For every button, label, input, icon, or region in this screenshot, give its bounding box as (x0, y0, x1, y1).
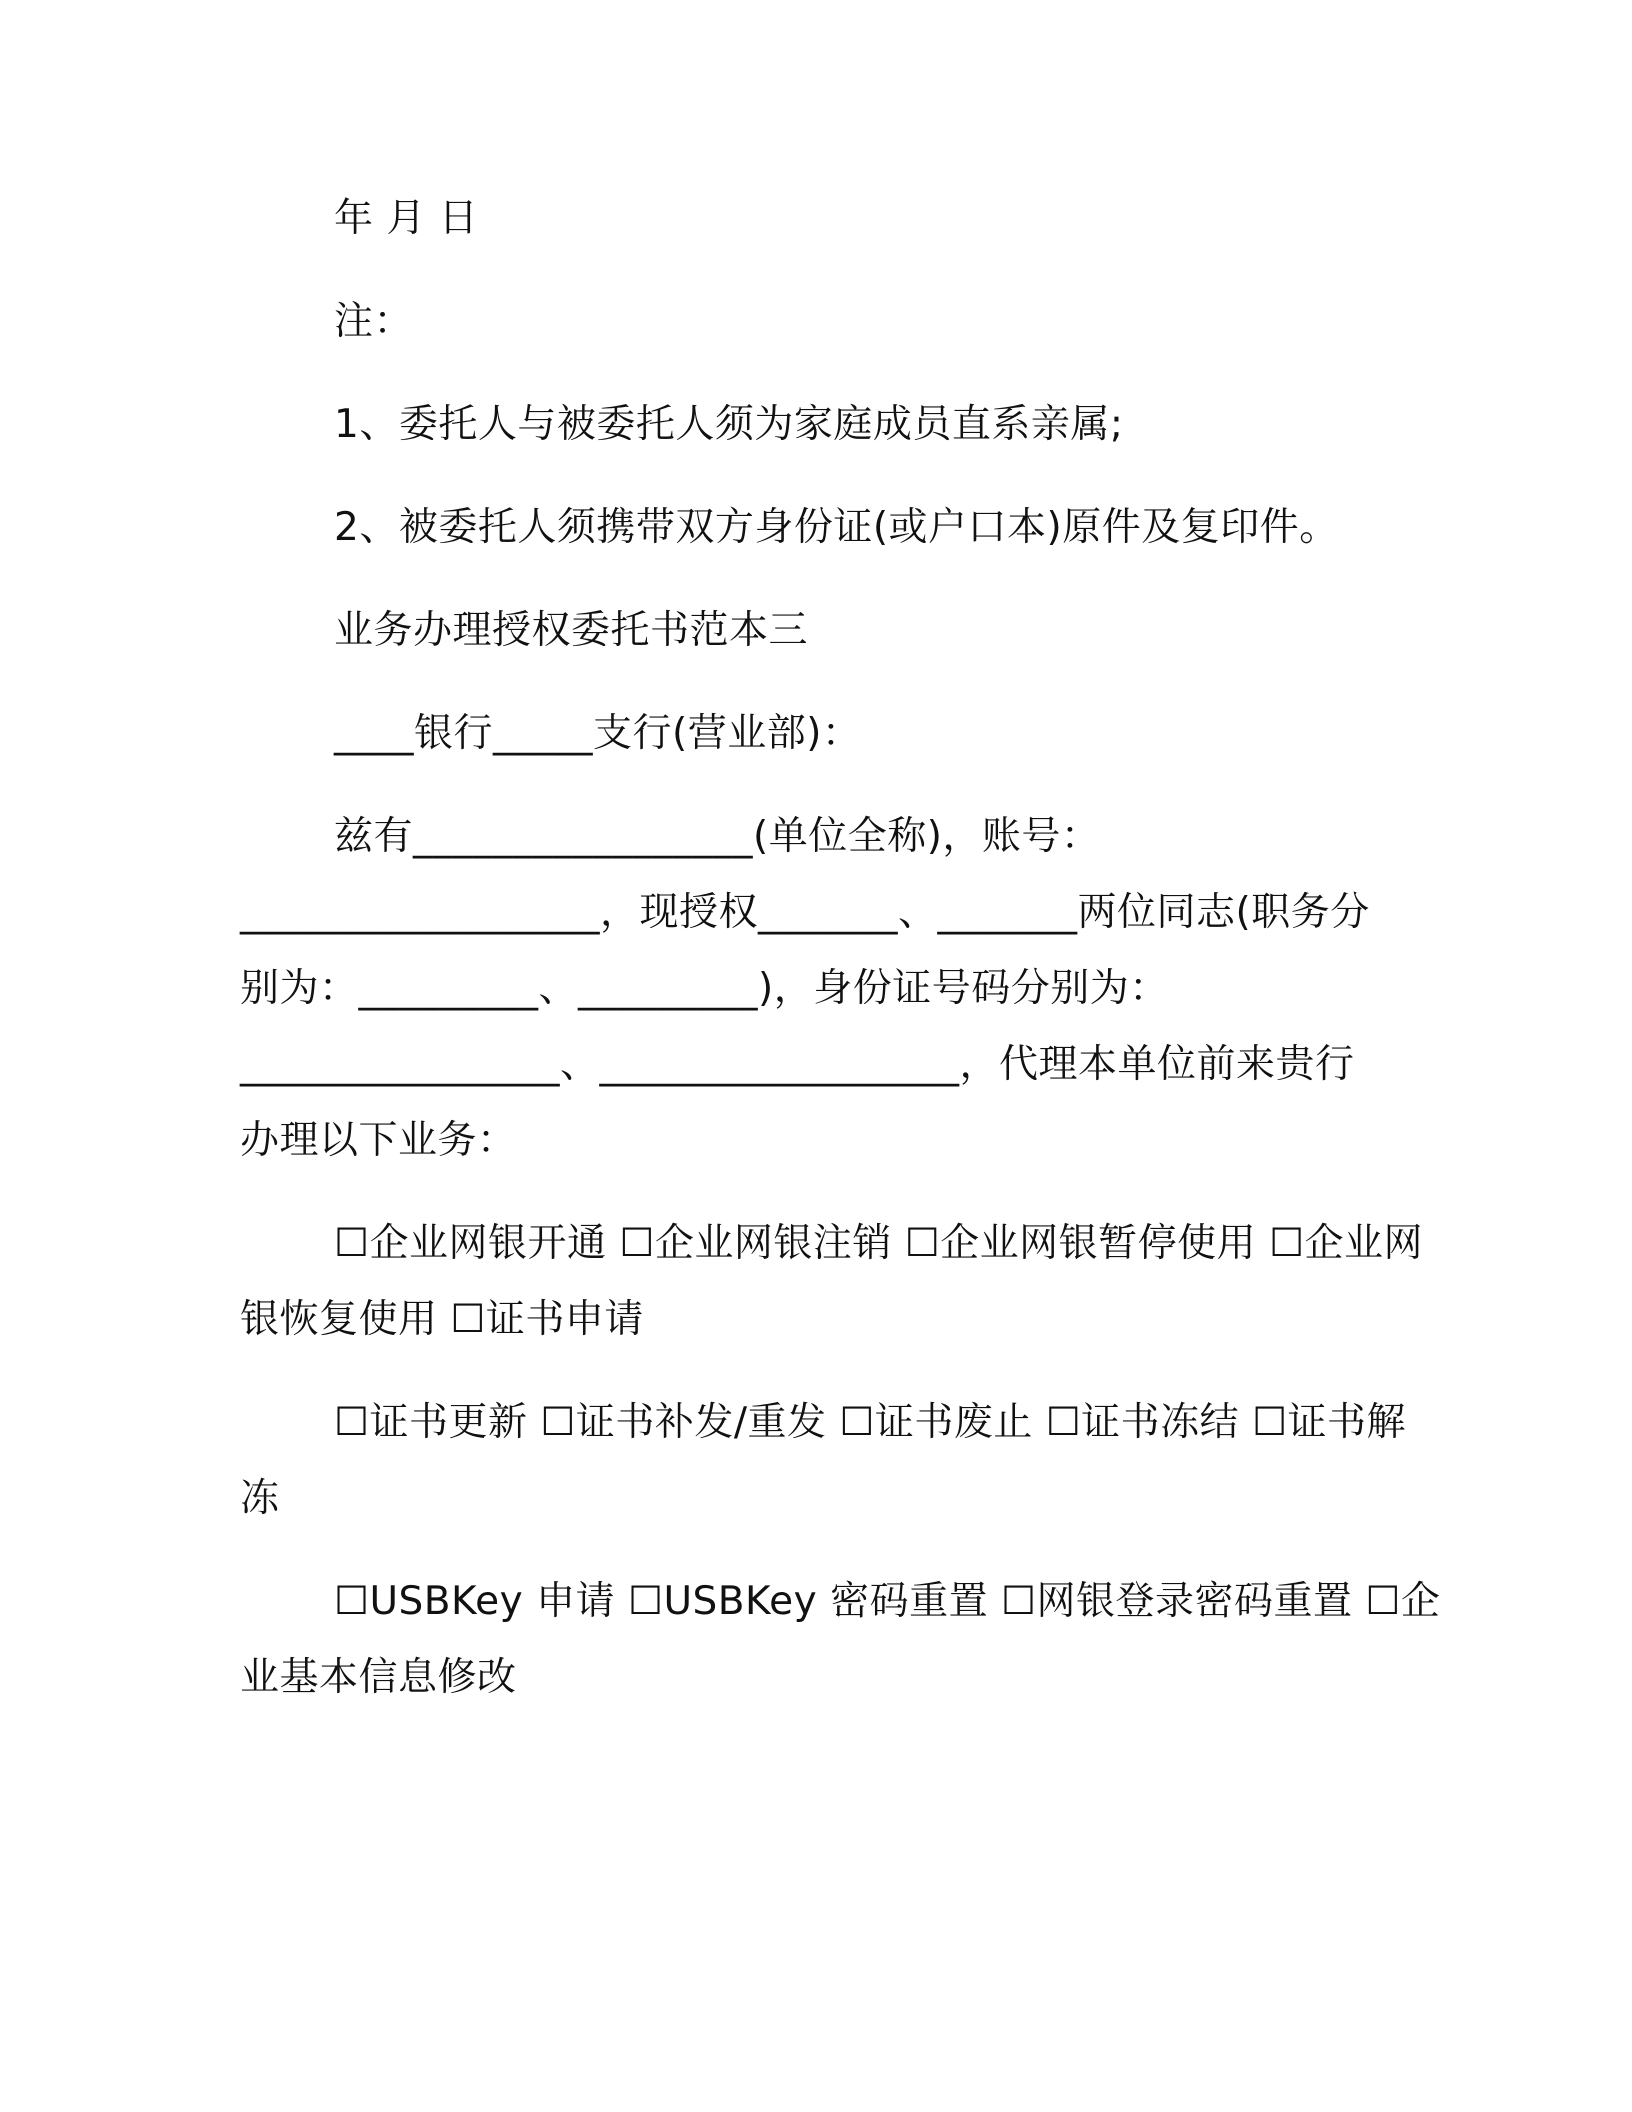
note-item-1: 1、委托人与被委托人须为家庭成员直系亲属; (334, 402, 1124, 447)
note-item-2: 2、被委托人须携带双方身份证(或户口本)原件及复印件。 (334, 505, 1339, 550)
body-line-5: 办理以下业务： (240, 1118, 517, 1163)
body-line-3: 别为：_________、_________)，身份证号码分别为： (240, 966, 1169, 1011)
note-heading: 注： (334, 299, 414, 344)
options-group-2-line-2: 冻 (240, 1476, 280, 1521)
options-group-3-line-1: ☐USBKey 申请 ☐USBKey 密码重置 ☐网银登录密码重置 ☐企 (334, 1579, 1441, 1624)
options-group-2-line-1: ☐证书更新 ☐证书补发/重发 ☐证书废止 ☐证书冻结 ☐证书解 (334, 1400, 1407, 1445)
body-line-2: __________________，现授权_______、_______两位同志(职务分 (240, 890, 1370, 935)
template-title: 业务办理授权委托书范本三 (334, 608, 809, 653)
options-group-1-line-1: ☐企业网银开通 ☐企业网银注销 ☐企业网银暂停使用 ☐企业网 (334, 1221, 1424, 1266)
body-line-4: ________________、__________________，代理本单位前来贵行 (240, 1042, 1355, 1087)
options-group-3-line-2: 业基本信息修改 (240, 1655, 517, 1700)
options-group-1-line-2: 银恢复使用 ☐证书申请 (240, 1297, 644, 1342)
body-line-1: 兹有_________________(单位全称)，账号： (334, 814, 1101, 859)
date-line: 年 月 日 (334, 196, 479, 241)
addressee-line: ____银行_____支行(营业部)： (334, 711, 862, 756)
